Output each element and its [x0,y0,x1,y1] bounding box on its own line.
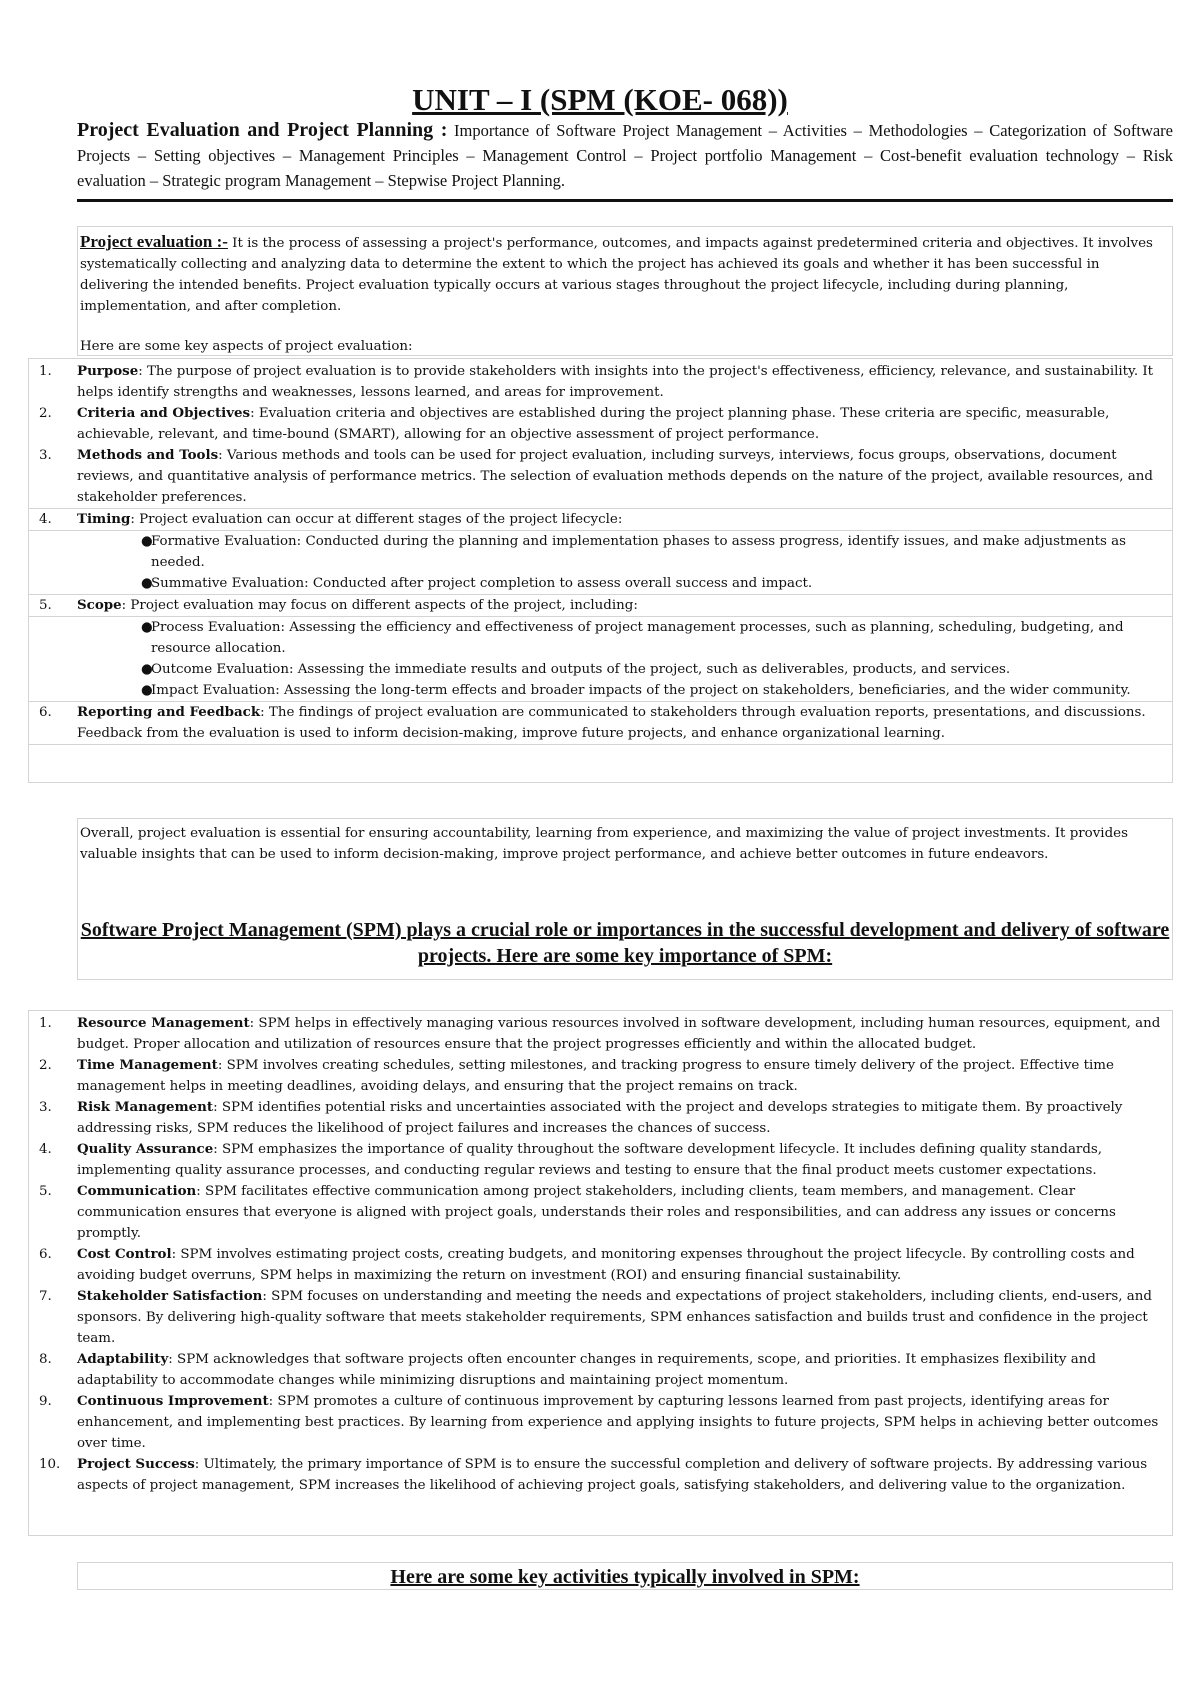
bullet-item: ● Outcome Evaluation: Assessing the immediate results and outputs of the project, such as deliverables, products, and services. [29,659,1172,680]
bullet-dot-icon: ● [141,620,153,635]
evaluation-intro [80,231,1170,317]
syllabus-block [77,118,1173,193]
syllabus-lead: Project Evaluation and Project Planning : [77,119,448,141]
bullet-dot-icon: ● [141,683,153,698]
overall-text: Overall, project evaluation is essential for ensuring accountability, learning from experience, and maximizing the value of project investments. It provides valuable insights that can be used to inform decision-making, improve project performance, and achieve better outcomes in future endeavors. [80,826,1128,862]
evaluation-intro-box [77,226,1173,356]
evaluation-heading: Project evaluation :- [80,232,228,251]
list-item: 3. Risk Management: SPM identifies potential risks and uncertainties associated with the project and develops strategies to mitigate them. By proactively addressing risks, SPM reduces the likelihood of project failures and increases the chances of success. [39,1099,1123,1136]
list-item: 3. Methods and Tools: Various methods and tools can be used for project evaluation, including surveys, interviews, focus groups, observations, document reviews, and quantitative analysis of performance metrics. The selection of evaluation methods depends on the nature of the project, available resources, and stakeholder preferences. [39,447,1153,505]
page-title: UNIT – I (SPM (KOE- 068)) [412,82,788,117]
list-item: 9. Continuous Improvement: SPM promotes a culture of continuous improvement by capturing lessons learned from past projects, identifying areas for enhancement, and implementing best practices. By learning from experience and applying insights to future projects, SPM helps in achieving better outcomes over time. [39,1393,1159,1451]
bullet-dot-icon: ● [141,662,153,677]
list-item: 6. Cost Control: SPM involves estimating project costs, creating budgets, and monitoring expenses throughout the project lifecycle. By controlling costs and avoiding budget overruns, SPM helps in maximizing the return on investment (ROI) and ensuring financial sustainability. [39,1246,1135,1283]
list-item: 4. Quality Assurance: SPM emphasizes the importance of quality throughout the software development lifecycle. It includes defining quality standards, implementing quality assurance processes, and conducting regular reviews and testing to ensure that the final product meets customer expectations. [39,1141,1103,1178]
list-item: 6. Reporting and Feedback: The findings of project evaluation are communicated to stakeholders through evaluation reports, presentations, and discussions. Feedback from the evaluation is used to inform decision-making, improve future projects, and enhance organizational learning. [29,701,1172,745]
list-item: 7. Stakeholder Satisfaction: SPM focuses on understanding and meeting the needs and expectations of project stakeholders, including clients, end-users, and sponsors. By delivering high-quality software that meets stakeholder requirements, SPM enhances satisfaction and builds trust and confidence in the project team. [39,1288,1152,1346]
overall-box [77,818,1173,980]
header-divider [77,199,1173,202]
list-item: 2. Criteria and Objectives: Evaluation criteria and objectives are established during the project planning phase. These criteria are specific, measurable, achievable, relevant, and time-bound (SMART), allowing for an objective assessment of project performance. [39,405,1110,442]
importance-heading: Software Project Management (SPM) plays a crucial role or importances in the successful development and delivery of software projects. Here are some key importance of SPM: [80,919,1170,967]
bullet-item: ● Impact Evaluation: Assessing the long-term effects and broader impacts of the project on stakeholders, beneficiaries, and the wider community. [29,680,1172,701]
bullet-item: ● Process Evaluation: Assessing the efficiency and effectiveness of project management processes, such as planning, scheduling, budgeting, and resource allocation. [29,617,1172,659]
aspects-intro: Here are some key aspects of project evaluation: [80,339,413,354]
list-item: 10. Project Success: Ultimately, the primary importance of SPM is to ensure the successful completion and delivery of software projects. By addressing various aspects of project management, SPM increases the likelihood of achieving project goals, satisfying stakeholders, and delivering value to the organization. [39,1456,1148,1493]
bullet-item: ● Summative Evaluation: Conducted after project completion to assess overall success and impact. [29,573,1172,594]
list-item: 5. Scope: Project evaluation may focus on different aspects of the project, including: [29,594,1172,617]
bullet-item: ● Formative Evaluation: Conducted during the planning and implementation phases to assess progress, identify issues, and make adjustments as needed. [29,531,1172,573]
evaluation-intro-text: It is the process of assessing a project's performance, outcomes, and impacts against predetermined criteria and objectives. It involves systematically collecting and analyzing data to determine the extent to which the project has achieved its goals and whether it has been successful in delivering the intended benefits. Project evaluation typically occurs at various stages throughout the project lifecycle, including during planning, implementation, and after completion. [80,236,1153,314]
list-item: 1. Resource Management: SPM helps in effectively managing various resources involved in software development, including human resources, equipment, and budget. Proper allocation and utilization of resources ensure that the project progresses efficiently and within the allocated budget. [39,1015,1161,1052]
importance-list [28,1010,1173,1536]
syllabus-text: Importance of Software Project Management – Activities – Methodologies – Categorization of Software Projects – Setting objectives – Management Principles – Management Control – Project portfolio Management – Cost-benefit evaluation technology – Risk evaluation – Strategic program Management – Stepwise Project Planning. [77,121,1173,190]
list-item: 5. Communication: SPM facilitates effective communication among project stakeholders, including clients, team members, and management. Clear communication ensures that everyone is aligned with project goals, understands their roles and responsibilities, and can address any issues or concerns promptly. [39,1183,1116,1241]
bullet-dot-icon: ● [141,576,153,591]
list-item: 8. Adaptability: SPM acknowledges that software projects often encounter changes in requirements, scope, and priorities. It emphasizes flexibility and adaptability to accommodate changes while minimizing disruptions and maintaining project momentum. [39,1351,1096,1388]
activities-heading: Here are some key activities typically involved in SPM: [77,1562,1173,1590]
evaluation-aspects-list [28,358,1173,783]
list-item: 4. Timing: Project evaluation can occur at different stages of the project lifecycle: [29,508,1172,531]
list-item: 1. Purpose: The purpose of project evaluation is to provide stakeholders with insights into the project's effectiveness, efficiency, relevance, and sustainability. It helps identify strengths and weaknesses, lessons learned, and areas for improvement. [39,363,1154,400]
list-item: 2. Time Management: SPM involves creating schedules, setting milestones, and tracking progress to ensure timely delivery of the project. Effective time management helps in meeting deadlines, avoiding delays, and ensuring that the project remains on track. [39,1057,1114,1094]
bullet-dot-icon: ● [141,534,153,549]
